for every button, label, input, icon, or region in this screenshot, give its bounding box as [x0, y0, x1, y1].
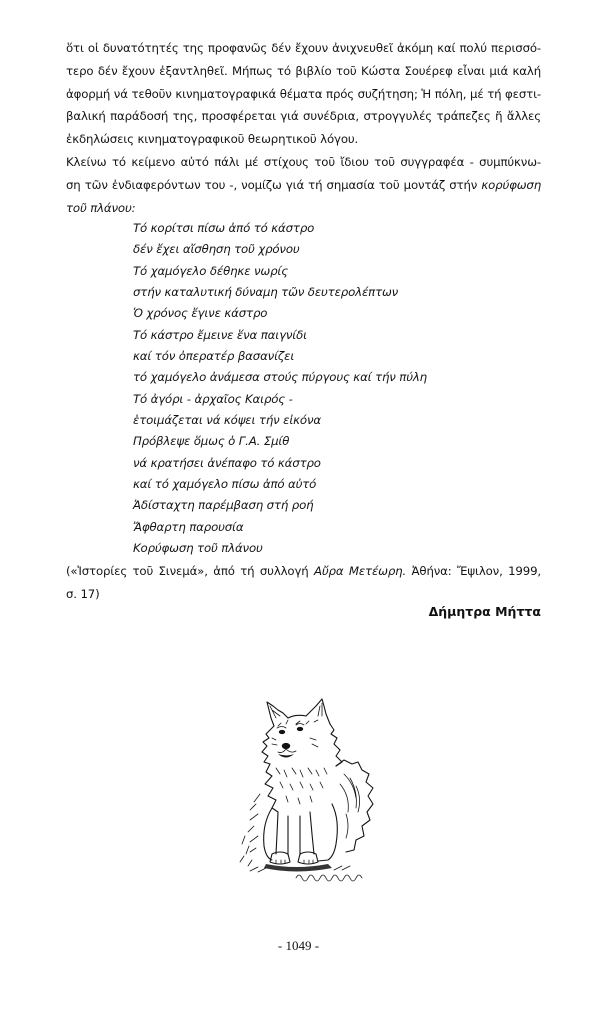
italic-text: κορύφωση: [481, 177, 541, 192]
poem-line: Τό κορίτσι πίσω ἀπό τό κάστρο: [133, 221, 315, 235]
text-segment: Ἀθήνα: Ἔψιλον, 1999,: [411, 564, 541, 578]
poem-line: καί τόν ὀπερατέρ βασανίζει: [133, 349, 295, 364]
author-name: Δήμητρα Μήττα: [428, 604, 541, 619]
italic-text: τοῦ πλάνου:: [66, 200, 136, 215]
text-segment: («Ἱστορίες τοῦ Σινεμά», ἀπό τή συλλογή: [66, 564, 309, 578]
citation-line: σ. 17): [66, 586, 100, 601]
poem-line: Ἄφθαρτη παρουσία: [133, 519, 244, 534]
dog-eyes: [277, 724, 304, 735]
dog-body: [248, 764, 337, 864]
page-number: - 1049 -: [277, 938, 320, 953]
poem-line: Κορύφωση τοῦ πλάνου: [133, 541, 263, 556]
citation-line: [66, 560, 541, 583]
poem-line: Τό ἀγόρι - ἀρχαῖος Καιρός -: [133, 391, 293, 406]
dog-illustration: [236, 694, 376, 889]
text-line: ἀφορμή νά τεθοῦν κινηματογραφικά θέματα πρός συζήτηση; Ἡ πόλη, μέ τή φεστι-: [66, 86, 541, 101]
text-line: [66, 174, 541, 197]
text-line: βαλική παράδοσή της, προσφέρεται γιά συνέδρια, στρογγυλές τράπεζες ἤ ἄλλες: [66, 109, 541, 124]
poem-line: ἑτοιμάζεται νά κόψει τήν εἰκόνα: [133, 413, 321, 428]
text-line: ἐκδηλώσεις κινηματογραφικοῦ θεωρητικοῦ λόγου.: [66, 132, 359, 147]
poem-line: Πρόβλεψε ὅμως ὁ Γ.Α. Σμίθ: [133, 434, 290, 449]
poem-line: Τό χαμόγελο δέθηκε νωρίς: [133, 263, 288, 278]
text-line: Κλείνω τό κείμενο αὐτό πάλι μέ στίχους τοῦ ἴδιου τοῦ συγγραφέα - συμπύκνω-: [66, 154, 541, 169]
text-line: τερο δέν ἔχουν ἐξαντληθεῖ. Μήπως τό βιβλίο τοῦ Κώστα Σουέρεφ εἶναι μιά καλή: [66, 63, 541, 78]
poem-line: Ὁ χρόνος ἔγινε κάστρο: [133, 306, 268, 321]
text-line: [66, 197, 541, 220]
citation: [66, 560, 541, 605]
poem-line: δέν ἔχει αἴσθηση τοῦ χρόνου: [133, 242, 300, 257]
text-line: ὅτι οἱ δυνατότητές της προφανῶς δέν ἔχουν ἀνιχνευθεῖ ἀκόμη καί πολύ περισσό-: [66, 41, 541, 55]
poem: [133, 218, 533, 560]
dog-nose: [278, 743, 296, 758]
poem-line: Ἀδίσταχτη παρέμβαση στή ροή: [133, 498, 314, 513]
italic-text: Αὔρα Μετέωρη.: [314, 564, 407, 578]
poem-line: Τό κάστρο ἔμεινε ἕνα παιγνίδι: [133, 327, 307, 342]
artist-signature: [296, 875, 362, 881]
prose-paragraph: [66, 37, 541, 219]
poem-line: τό χαμόγελο ἀνάμεσα στούς πύργους καί τήν πύλη: [133, 370, 427, 385]
poem-line: στήν καταλυτική δύναμη τῶν δευτερολέπτων: [133, 285, 399, 300]
text-segment: ση τῶν ἐνδιαφερόντων του -, νομίζω γιά τή σημασία τοῦ μοντάζ στήν: [66, 177, 478, 192]
dog-tail: [336, 760, 373, 852]
poem-line: καί τό χαμόγελο πίσω ἀπό αὐτό: [133, 477, 317, 492]
poem-line: νά κρατήσει ἀνέπαφο τό κάστρο: [133, 455, 321, 470]
